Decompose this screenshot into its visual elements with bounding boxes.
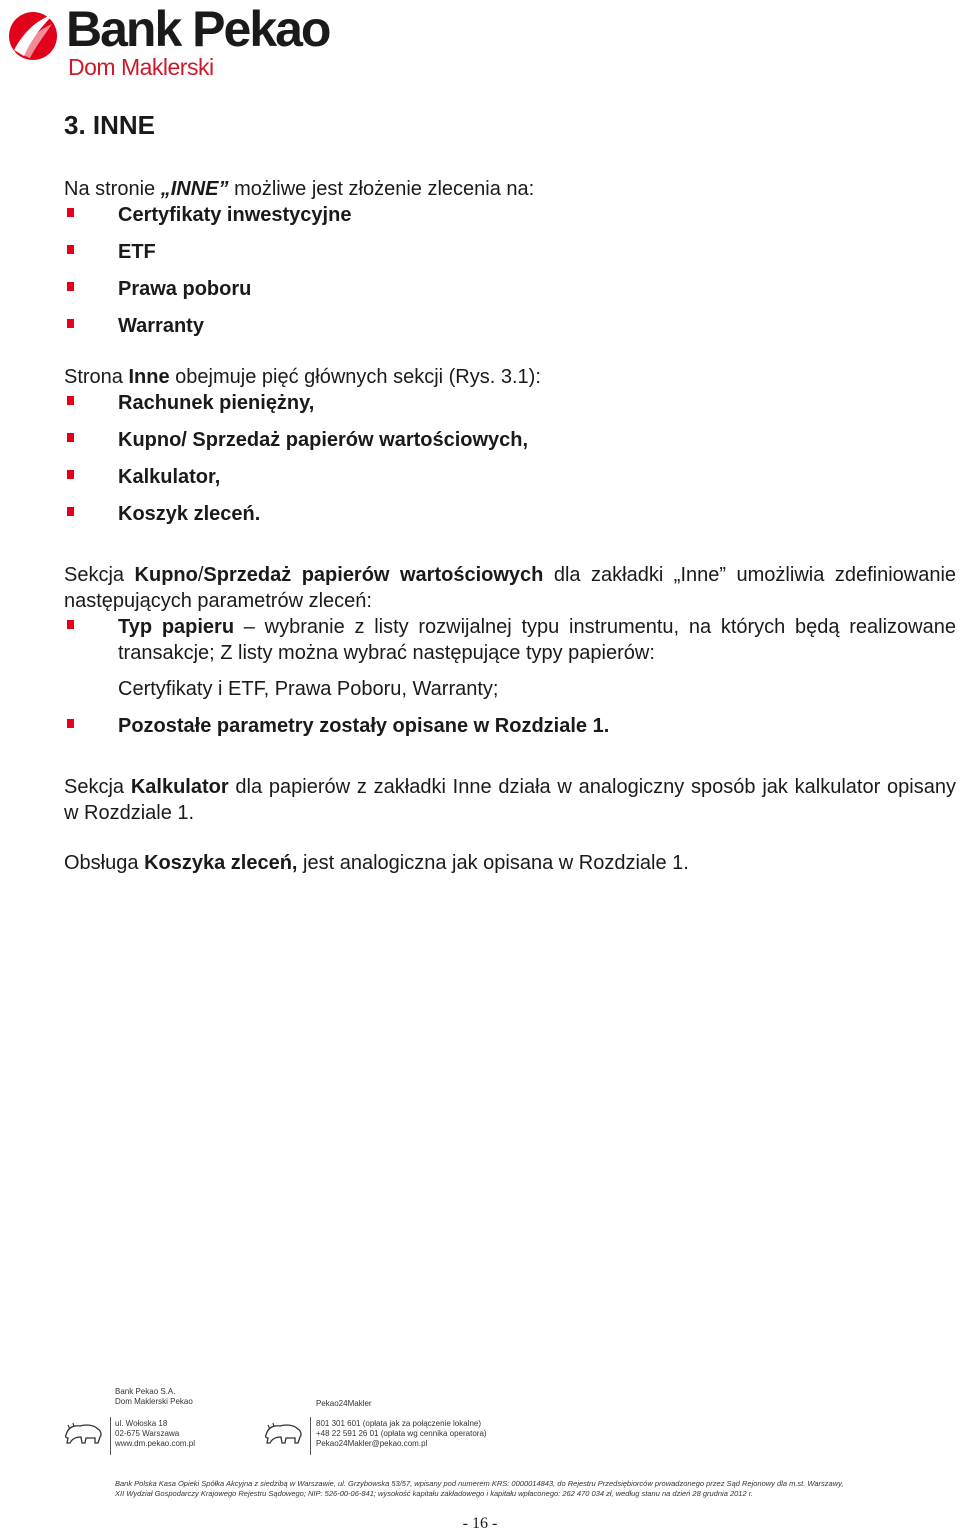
footer-legal-notice xyxy=(115,1479,843,1499)
footer-city: 02-675 Warszawa xyxy=(115,1429,180,1438)
bison-logo-icon xyxy=(64,1421,104,1445)
legal-line-2: XII Wydział Gospodarczy Krajowego Rejestru Sądowego; NIP: 526-00-06-841; wysokość kapitału zakładowego i kapitału wpłaconego: 262 470 034 zł, według stanu na dzień 28 grudnia 2012 r. xyxy=(115,1489,754,1498)
list-item-label: Kupno/ Sprzedaż papierów wartościowych, xyxy=(118,429,529,451)
list-item xyxy=(64,614,956,702)
intro-emphasis: „INNE” xyxy=(160,178,229,200)
footer-col2-contact xyxy=(316,1419,487,1449)
footer-street: ul. Wołoska 18 xyxy=(115,1419,168,1428)
bullet-icon xyxy=(67,282,74,291)
footer-col2-title: Pekao24Makler xyxy=(316,1399,372,1408)
intro-paragraph xyxy=(64,176,956,202)
buy-sell-bold-kupno: Kupno xyxy=(134,564,198,586)
list-item-label: Certyfikaty inwestycyjne xyxy=(118,204,352,226)
list-item-label: Koszyk zleceń. xyxy=(118,503,261,525)
param-description: – wybranie z listy rozwijalnej typu instrumentu, na których będą realizowane transakcje; Z listy można wybrać następujące typy papierów: xyxy=(118,616,956,664)
list-item xyxy=(64,313,956,350)
bullet-icon xyxy=(67,245,74,254)
list-item-label: Kalkulator, xyxy=(118,466,221,488)
calc-text-end: dla papierów z zakładki Inne działa w analogiczny sposób jak kalkulator opisany w Rozdziale 1. xyxy=(64,776,956,824)
footer-phone-local: 801 301 601 (opłata jak za połączenie lokalne) xyxy=(316,1419,482,1428)
list-item xyxy=(64,276,956,313)
pekao-logo-mark-icon xyxy=(6,6,60,66)
sections-intro-text: Strona xyxy=(64,366,129,388)
list-item xyxy=(64,501,956,538)
sections-list xyxy=(64,390,956,538)
footer-website: www.dm.pekao.com.pl xyxy=(115,1439,196,1448)
param-name: Typ papieru xyxy=(118,616,235,638)
bison-logo-icon xyxy=(264,1421,304,1445)
list-item-label: Rachunek pieniężny, xyxy=(118,392,315,414)
document-body xyxy=(64,108,956,876)
bullet-icon xyxy=(67,507,74,516)
list-item xyxy=(64,427,956,464)
list-item-label: Pozostałe parametry zostały opisane w Rozdziale 1. xyxy=(118,715,610,737)
list-item xyxy=(64,713,956,739)
bullet-icon xyxy=(67,433,74,442)
sections-intro-bold: Inne xyxy=(128,366,170,388)
basket-text: Obsługa xyxy=(64,852,145,874)
list-item xyxy=(64,239,956,276)
bullet-icon xyxy=(67,620,74,629)
param-types: Certyfikaty i ETF, Prawa Poboru, Warranty; xyxy=(118,678,499,700)
list-item xyxy=(64,390,956,427)
bullet-icon xyxy=(67,396,74,405)
buy-sell-bold-sprzedaz: Sprzedaż papierów wartościowych xyxy=(203,564,544,586)
footer-bank-name: Bank Pekao S.A. xyxy=(115,1387,176,1396)
calculator-paragraph xyxy=(64,774,956,826)
parameters-list xyxy=(64,614,956,739)
bullet-icon xyxy=(67,208,74,217)
calc-bold: Kalkulator xyxy=(130,776,229,798)
footer-divider xyxy=(310,1417,311,1455)
bullet-icon xyxy=(67,470,74,479)
footer-phone-intl: +48 22 591 26 01 (opłata wg cennika operatora) xyxy=(316,1429,487,1438)
intro-text: Na stronie xyxy=(64,178,161,200)
basket-paragraph xyxy=(64,850,956,876)
brand-name: Bank Pekao xyxy=(66,1,330,57)
section-title: 3. INNE xyxy=(64,110,156,140)
list-item xyxy=(64,464,956,501)
brand-subtitle: Dom Maklerski xyxy=(68,54,214,80)
legal-line-1: Bank Polska Kasa Opieki Spółka Akcyjna z siedzibą w Warszawie, ul. Grzybowska 53/57, wpisany pod numerem KRS: 0000014843, do Rejestru Przedsiębiorców prowadzonego przez Sąd Rejonowy dla m.st. Warszawy, xyxy=(115,1479,844,1488)
sections-intro-text-end: obejmuje pięć głównych sekcji (Rys. 3.1): xyxy=(169,366,541,388)
order-types-list xyxy=(64,202,956,350)
basket-text-end: jest analogiczna jak opisana w Rozdziale 1. xyxy=(297,852,689,874)
bullet-icon xyxy=(67,319,74,328)
bank-pekao-logo xyxy=(6,1,330,84)
basket-bold: Koszyka zleceń, xyxy=(144,852,298,874)
buy-sell-slash: / xyxy=(197,564,204,586)
footer-divider xyxy=(110,1417,111,1455)
intro-text-end: możliwe jest złożenie zlecenia na: xyxy=(228,178,535,200)
page-footer xyxy=(0,1385,960,1530)
footer-dm-name: Dom Maklerski Pekao xyxy=(115,1397,193,1406)
sections-intro-paragraph xyxy=(64,364,956,390)
buy-sell-paragraph xyxy=(64,562,956,614)
footer-col1-address xyxy=(115,1419,195,1449)
page-number: - 16 - xyxy=(462,1515,498,1532)
list-item-label: ETF xyxy=(118,241,156,263)
list-item-label: Warranty xyxy=(118,315,204,337)
buy-sell-text: Sekcja xyxy=(64,564,135,586)
footer-col1-title xyxy=(115,1387,193,1407)
bullet-icon xyxy=(67,719,74,728)
footer-email: Pekao24Makler@pekao.com.pl xyxy=(316,1439,428,1448)
calc-text: Sekcja xyxy=(64,776,131,798)
list-item-label: Prawa poboru xyxy=(118,278,252,300)
list-item xyxy=(64,202,956,239)
buy-sell-text-end: dla zakładki „Inne” umożliwia zdefiniowanie następujących parametrów zleceń: xyxy=(64,564,957,612)
